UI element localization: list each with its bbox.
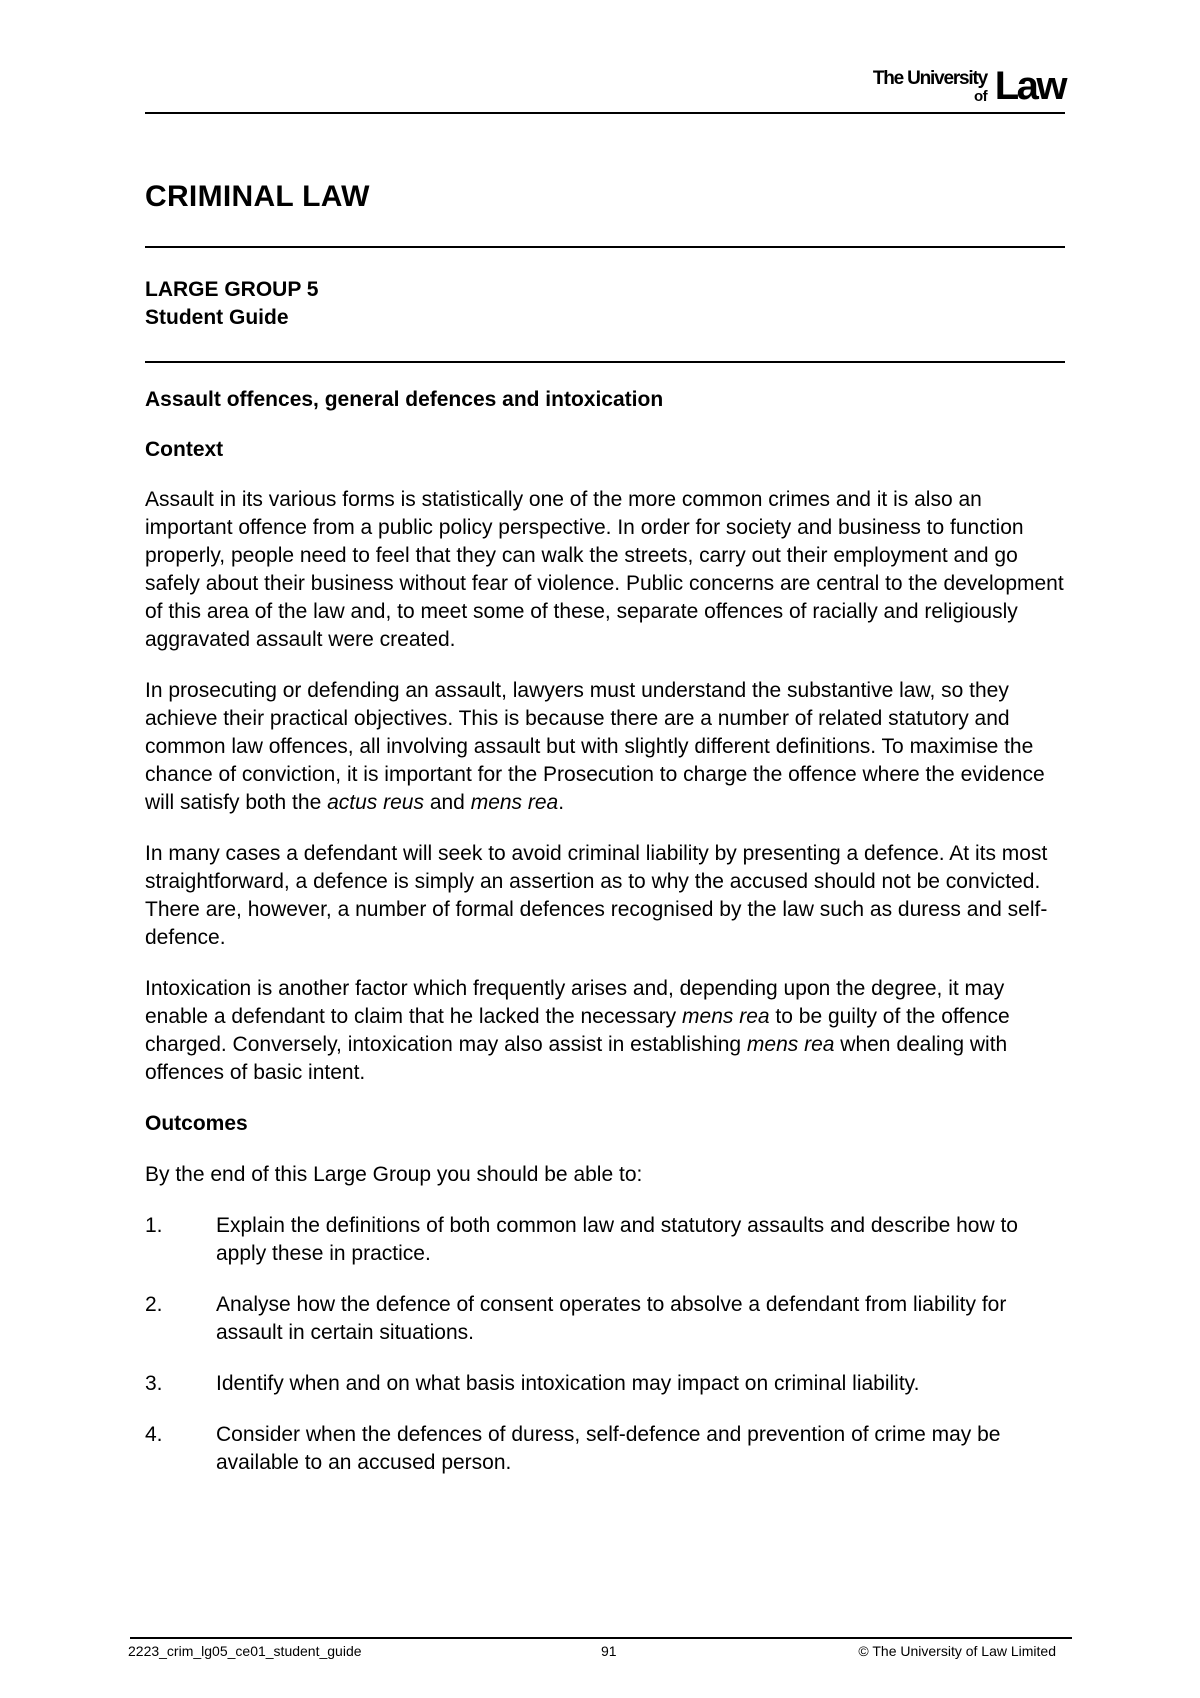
list-number: 4. [145,1423,163,1446]
outcomes-intro: By the end of this Large Group you should be able to: [145,1163,643,1186]
main-content [145,386,1065,1500]
context-paragraph-3: In many cases a defendant will seek to avoid criminal liability by presenting a defence. At its most straightforward, a defence is simply an assertion as to why the accused should not be convicted. There are, however, a number of formal defences recognised by the law such as duress and self-defence. [145,842,1048,949]
text-run: Intoxication is another factor which frequently arises and, depending upon the degree, it may enable a defendant to claim that he lacked the necessary [145,977,1005,1028]
text-run: In prosecuting or defending an assault, lawyers must understand the substantive law, so they achieve their practical objectives. This is because there are a number of related statutory and common law offences, all involving assault but with slightly different definitions. To maximise the chance of conviction, it is important for the Prosecution to charge the offence where the evidence will satisfy both the [145,679,1045,814]
header-divider [145,112,1065,114]
list-item [145,1421,1065,1477]
footer-copyright: © The University of Law Limited [858,1643,1056,1659]
list-number: 2. [145,1293,163,1316]
guide-label: Student Guide [145,306,289,329]
subtitle-divider [145,361,1065,363]
document-title: CRIMINAL LAW [145,180,370,213]
italic-term: actus reus [327,791,424,814]
footer-divider [130,1637,1072,1639]
italic-term: mens rea [746,1033,835,1056]
title-divider [145,246,1065,248]
list-number: 3. [145,1372,163,1395]
context-paragraph-2 [145,677,1065,817]
text-run: when dealing with offences of basic intent. [145,1033,1008,1084]
outcomes-list [145,1212,1065,1477]
university-logo [855,64,1065,108]
list-item [145,1212,1065,1268]
list-text: Identify when and on what basis intoxication may impact on criminal liability. [216,1372,920,1395]
text-run: and [423,791,471,814]
list-item [145,1291,1065,1347]
list-text: Explain the definitions of both common law and statutory assaults and describe how to apply these in practice. [216,1214,1018,1265]
list-item [145,1370,1065,1398]
text-run: to be guilty of the offence charged. Conversely, intoxication may also assist in establishing [145,1005,1010,1056]
italic-term: mens rea [470,791,559,814]
context-heading: Context [145,438,224,461]
text-run: . [558,791,565,814]
group-label: LARGE GROUP 5 [145,278,319,301]
list-text: Consider when the defences of duress, self-defence and prevention of crime may be available to an accused person. [216,1423,1001,1474]
logo-line-1: The University [872,68,987,89]
list-text: Analyse how the defence of consent operates to absolve a defendant from liability for assault in certain situations. [216,1293,1007,1344]
section-title: Assault offences, general defences and intoxication [145,388,664,411]
outcomes-heading: Outcomes [145,1112,248,1135]
context-paragraph-4 [145,975,1065,1087]
context-paragraph-1: Assault in its various forms is statistically one of the more common crimes and it is also an important offence from a public policy perspective. In order for society and business to function properly, people need to feel that they can walk the streets, carry out their employment and go safely about their business without fear of violence. Public concerns are central to the development of this area of the law and, to meet some of these, separate offences of racially and religiously aggravated assault were created. [145,488,1064,651]
logo-line-3: Law [994,64,1065,108]
footer-document-code: 2223_crim_lg05_ce01_student_guide [128,1643,362,1659]
italic-term: mens rea [682,1005,770,1028]
logo-line-2: of [974,88,987,105]
footer-page-number: 91 [601,1643,617,1659]
list-number: 1. [145,1214,163,1237]
